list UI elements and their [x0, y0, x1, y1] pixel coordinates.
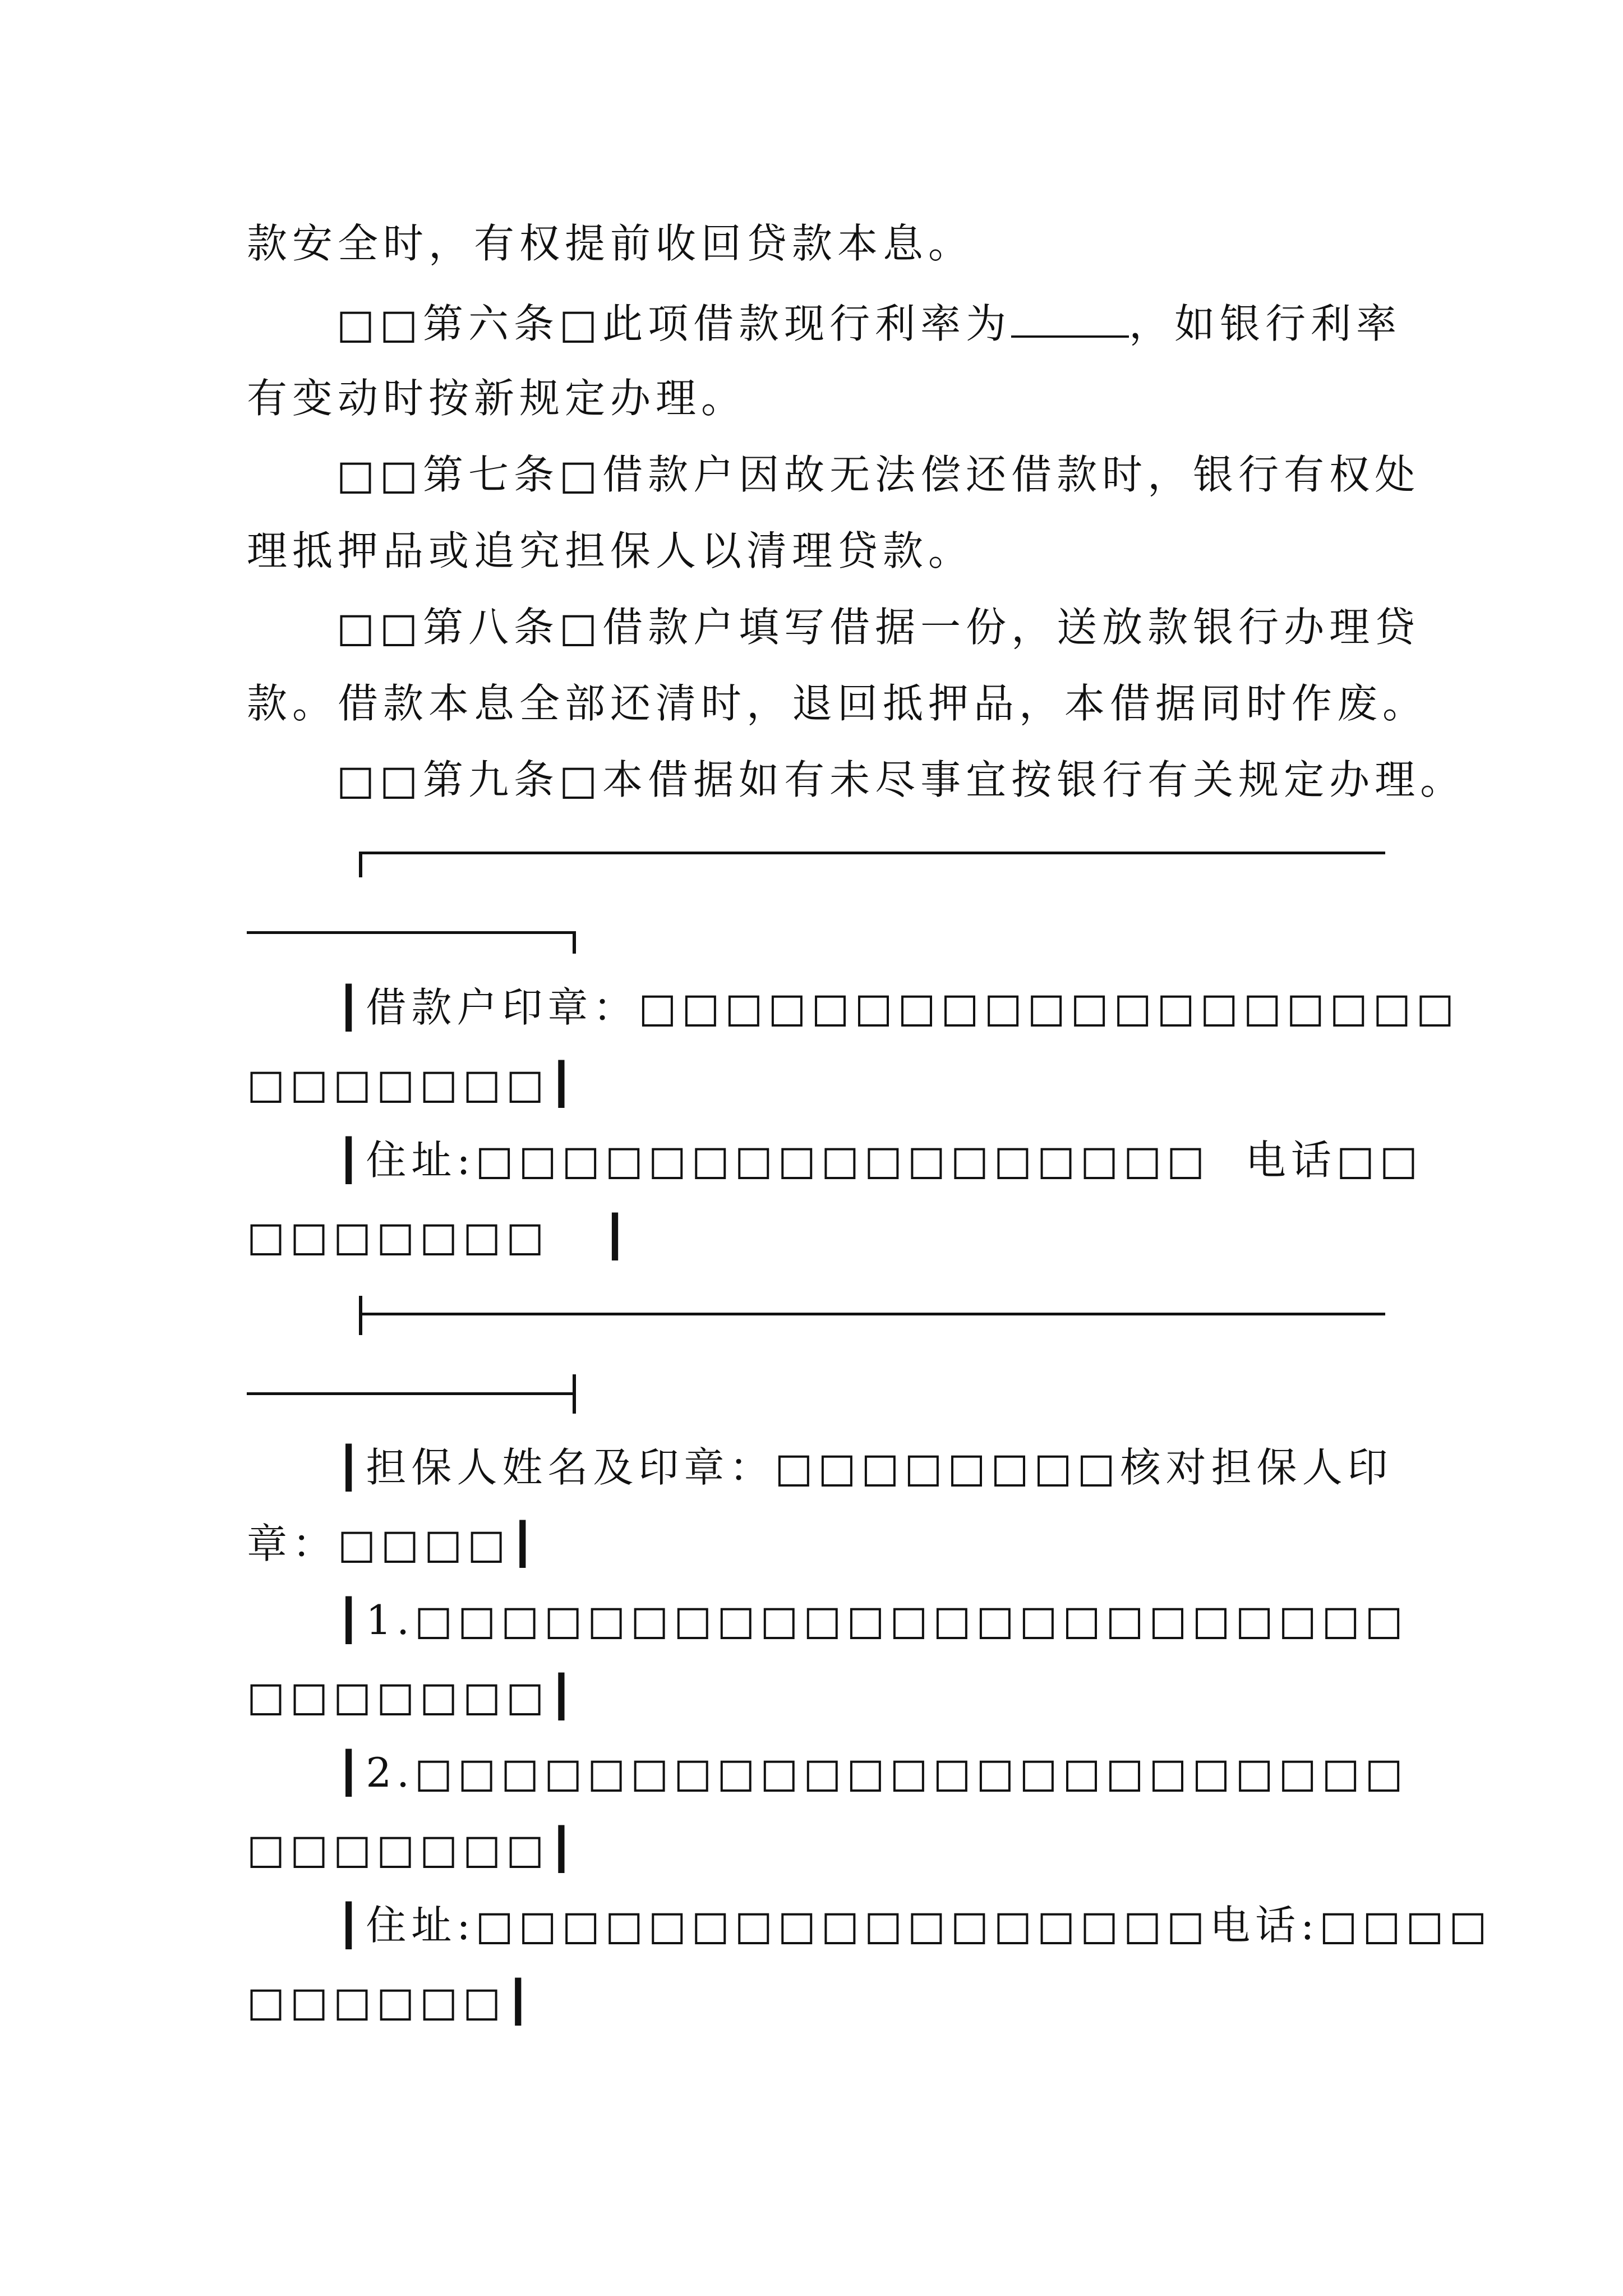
article-7: □□第七条□借款户因故无法偿还借款时，银行有权处 [336, 451, 1421, 498]
borrower-seal-row-cont: □□□□□□□┃ [247, 1060, 579, 1107]
guarantor-2-row-cont: □□□□□□□┃ [247, 1825, 579, 1872]
borrower-address-row-cont: □□□□□□□ ┃ [247, 1213, 633, 1260]
guarantor-name-row-cont: 章：□□□□┃ [247, 1520, 540, 1567]
borrower-seal-row: ┃借款户印章：□□□□□□□□□□□□□□□□□□□ [336, 984, 1459, 1031]
rate-blank [1011, 302, 1129, 338]
article-6-text-cont: ，如银行利率 [1129, 300, 1402, 347]
guarantor-1-row-cont: □□□□□□□┃ [247, 1673, 579, 1720]
table-separator-rule [359, 1313, 1385, 1315]
article-6-text: □□第六条□此项借款现行利率为 [336, 300, 1012, 347]
table-separator-rule-cont [247, 1392, 575, 1395]
table-corner-top-right [573, 931, 576, 954]
guarantor-name-row: ┃担保人姓名及印章：□□□□□□□□核对担保人印 [336, 1444, 1393, 1491]
text-line: 款安全时，有权提前收回贷款本息。 [247, 220, 974, 267]
table-separator-right [573, 1374, 576, 1414]
text-line: 款。借款本息全部还清时，退回抵押品，本借据同时作废。 [247, 680, 1428, 727]
guarantor-1-row: ┃1.□□□□□□□□□□□□□□□□□□□□□□□ [336, 1596, 1408, 1644]
text-line: 有变动时按新规定办理。 [247, 375, 747, 422]
article-8: □□第八条□借款户填写借据一份，送放款银行办理贷 [336, 604, 1421, 651]
table-corner-top-left [359, 852, 362, 877]
table-top-rule-cont [247, 931, 575, 934]
text-line: 理抵押品或追究担保人以清理贷款。 [247, 527, 974, 574]
table-separator-left [359, 1296, 362, 1335]
table-top-rule [359, 852, 1385, 854]
article-6 [336, 300, 1402, 347]
guarantor-address-row: ┃住址:□□□□□□□□□□□□□□□□□电话:□□□□ [336, 1902, 1492, 1949]
borrower-address-row: ┃住址:□□□□□□□□□□□□□□□□□ 电话□□ [336, 1137, 1423, 1184]
article-9: □□第九条□本借据如有未尽事宜按银行有关规定办理。 [336, 756, 1466, 803]
guarantor-address-row-cont: □□□□□□┃ [247, 1978, 536, 2025]
guarantor-2-row: ┃2.□□□□□□□□□□□□□□□□□□□□□□□ [336, 1749, 1408, 1796]
